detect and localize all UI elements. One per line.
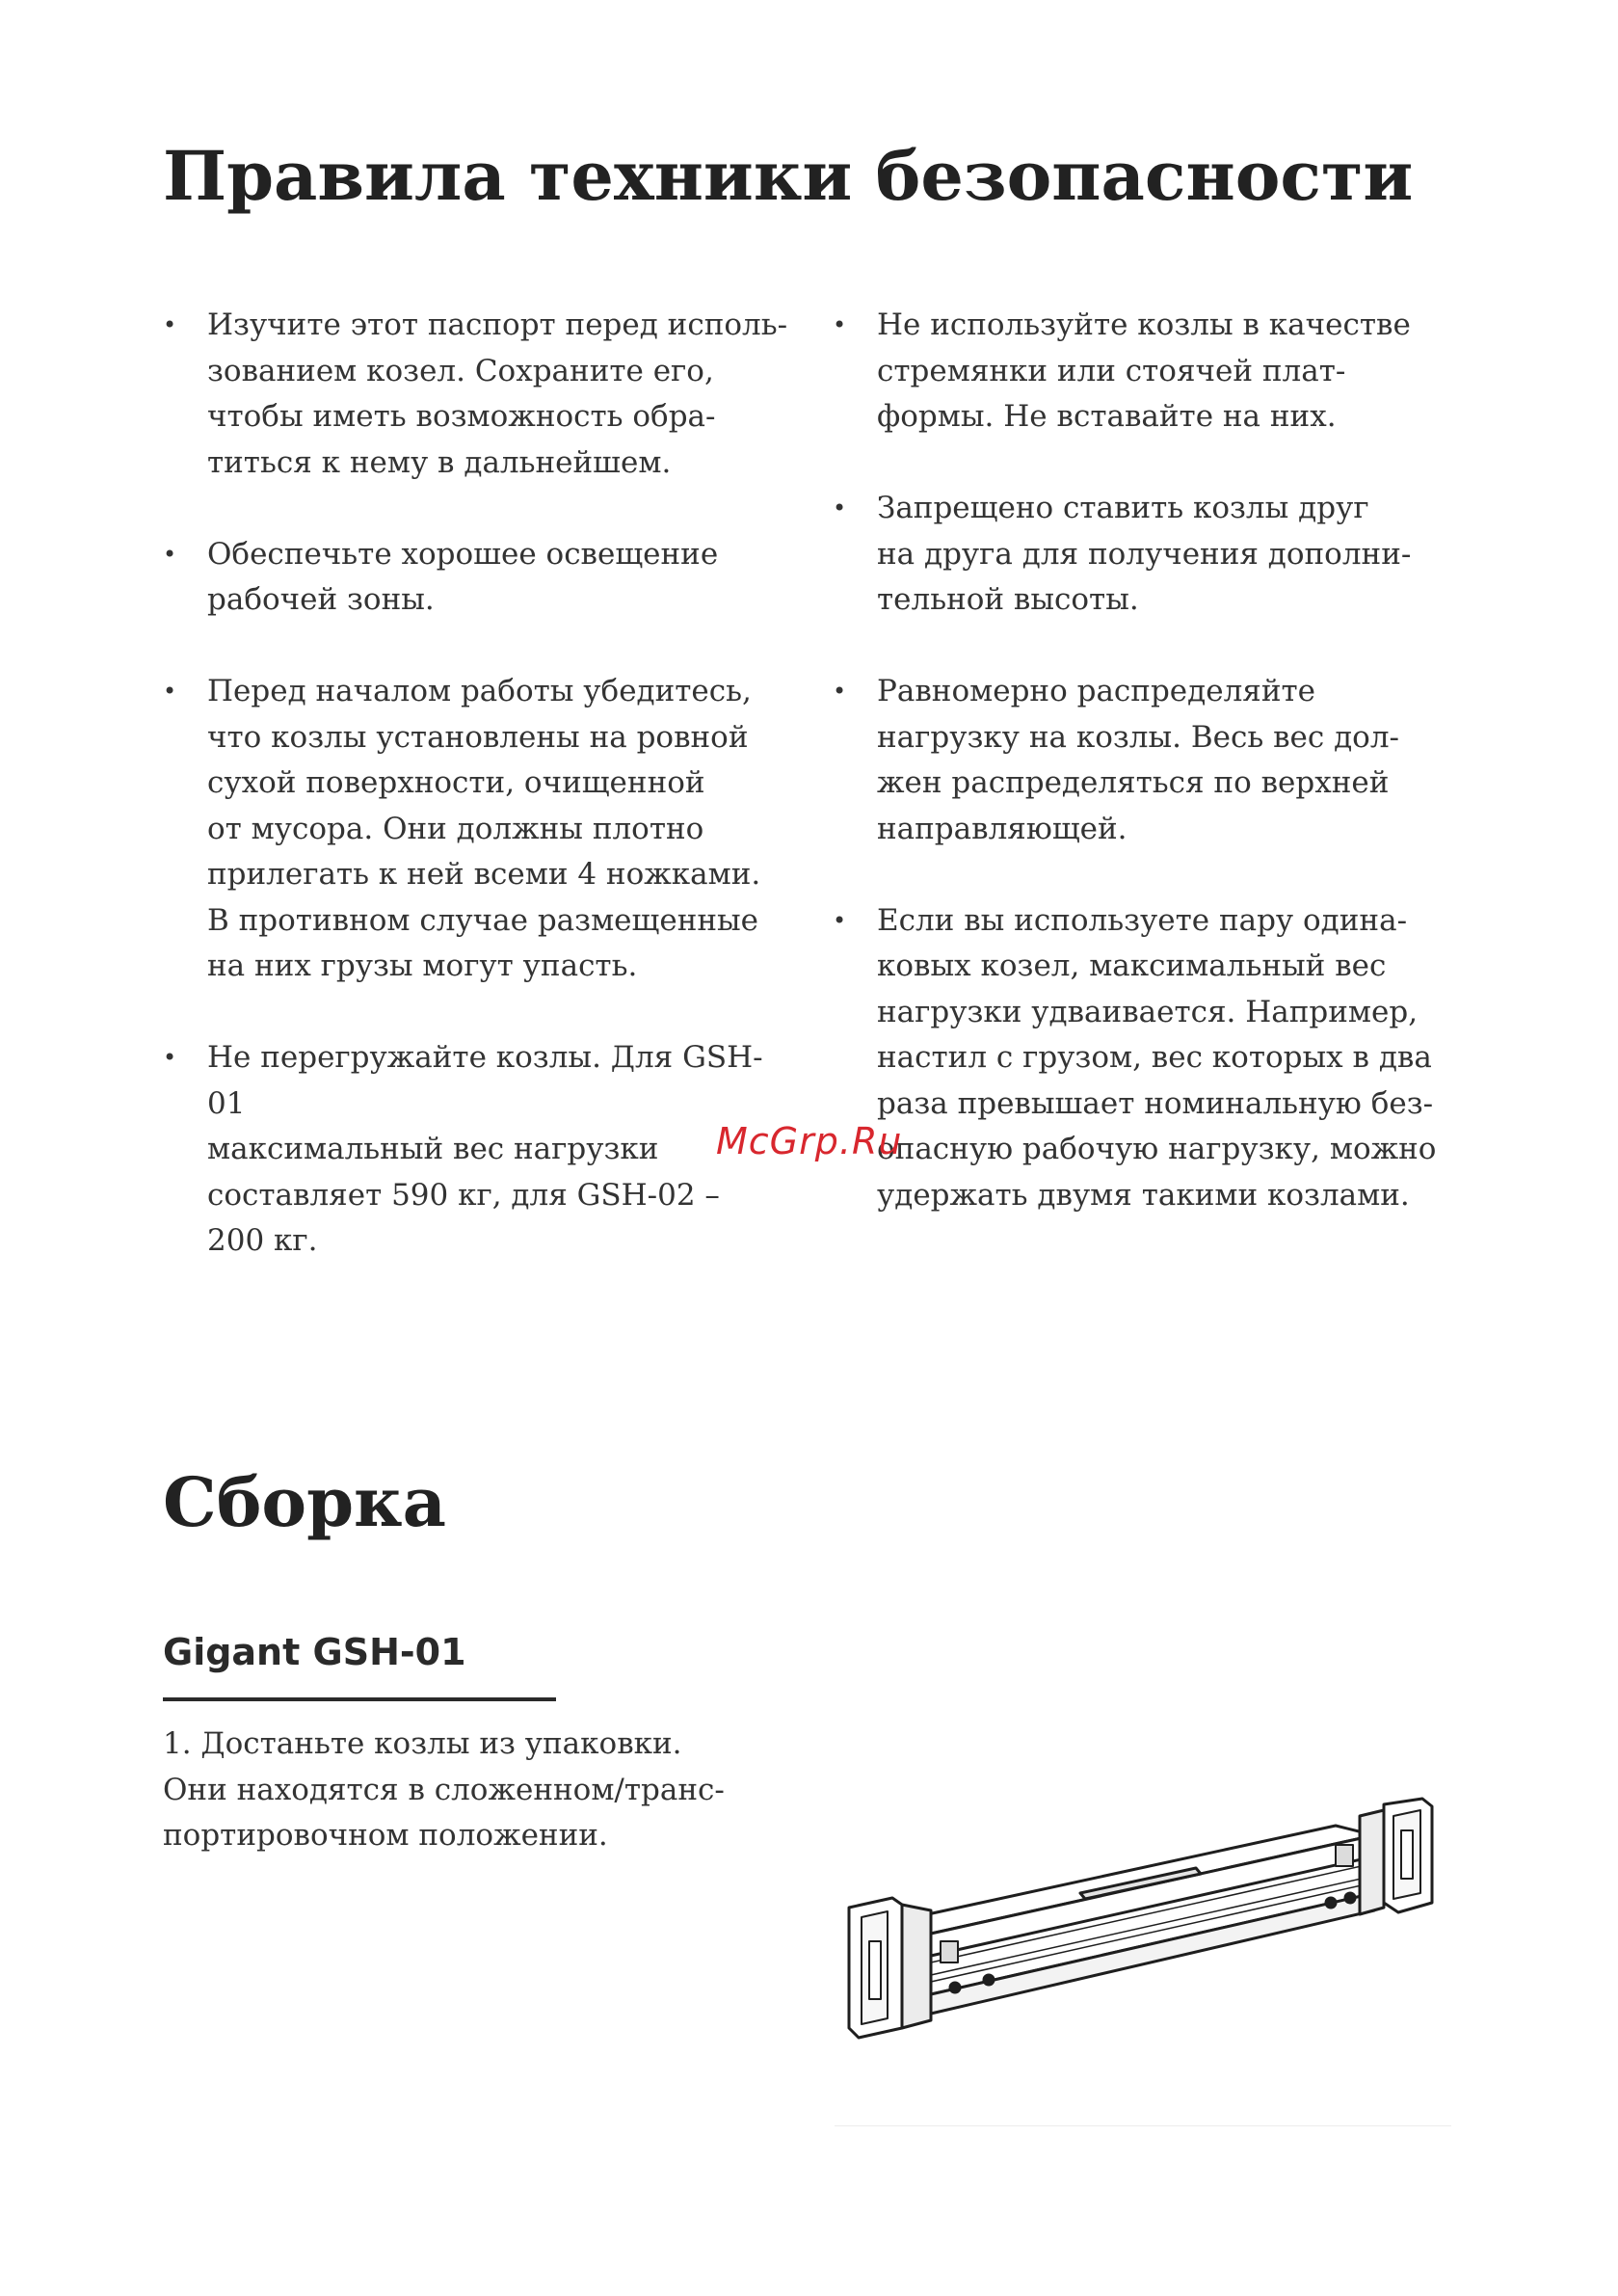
bullet-icon: • (163, 1044, 177, 1071)
safety-rule-text: Перед началом работы убедитесь, что козлы установлены на ровной сухой поверхности, очищенной от мусора. Они должны плотно прилегать к ней всеми 4 ножками. В противном случае размещенные на них грузы могут упасть. (207, 674, 761, 983)
safety-rule-text: Обеспечьте хорошее освещение рабочей зоны. (207, 536, 719, 617)
assembly-step-1: 1. Достаньте козлы из упаковки. Они находятся в сложенном/транс- портировочном положении. (163, 1726, 725, 1853)
safety-rules-title: Правила техники безопасности (163, 136, 1414, 216)
safety-rule-item (833, 898, 1469, 1219)
divider-line (835, 2125, 1451, 2126)
safety-rule-text: Изучите этот паспорт перед исполь- зованием козел. Сохраните его, чтобы иметь возможность обра- титься к нему в дальнейшем. (207, 307, 788, 480)
safety-rule-item (163, 303, 799, 486)
watermark: McGrp.Ru (716, 1120, 903, 1162)
bullet-icon: • (833, 678, 847, 705)
folded-trestle-illustration (835, 1797, 1442, 2057)
safety-rule-item (833, 486, 1469, 624)
bullet-icon: • (163, 678, 177, 705)
safety-rule-item (163, 532, 799, 624)
safety-rule-item (163, 1035, 799, 1265)
bullet-icon: • (833, 311, 847, 338)
safety-rule-text: Равномерно распределяйте нагрузку на козлы. Весь вес дол- жен распределяться по верхней направляющей. (877, 674, 1400, 846)
safety-rules-right-column (833, 303, 1469, 1265)
safety-rules-left-column (163, 303, 799, 1310)
model-subtitle: Gigant GSH-01 (163, 1631, 466, 1673)
safety-rule-text: Не используйте козлы в качестве стремянки или стоячей плат- формы. Не вставайте на них. (877, 307, 1411, 434)
safety-rule-text: Не перегружайте козлы. Для GSH-01 максимальный вес нагрузки составляет 590 кг, для GSH-02 – 200 кг. (207, 1040, 763, 1258)
safety-rule-item (833, 303, 1469, 441)
safety-rule-text: Запрещено ставить козлы друг на друга для получения дополни- тельной высоты. (877, 491, 1412, 617)
subtitle-underline (163, 1697, 556, 1701)
bullet-icon: • (833, 906, 847, 934)
safety-rule-text: Если вы используете пару одина- ковых козел, максимальный вес нагрузки удваивается. Например, настил с грузом, вес которых в два раза превышает номинальную без- опасную рабочую нагрузку, можно удержать двумя такими козлами. (877, 902, 1437, 1213)
bullet-icon: • (163, 540, 177, 568)
safety-rule-item (833, 669, 1469, 852)
safety-rule-item (163, 669, 799, 990)
bullet-icon: • (833, 494, 847, 521)
bullet-icon: • (163, 311, 177, 338)
assembly-title: Сборка (163, 1462, 446, 1542)
